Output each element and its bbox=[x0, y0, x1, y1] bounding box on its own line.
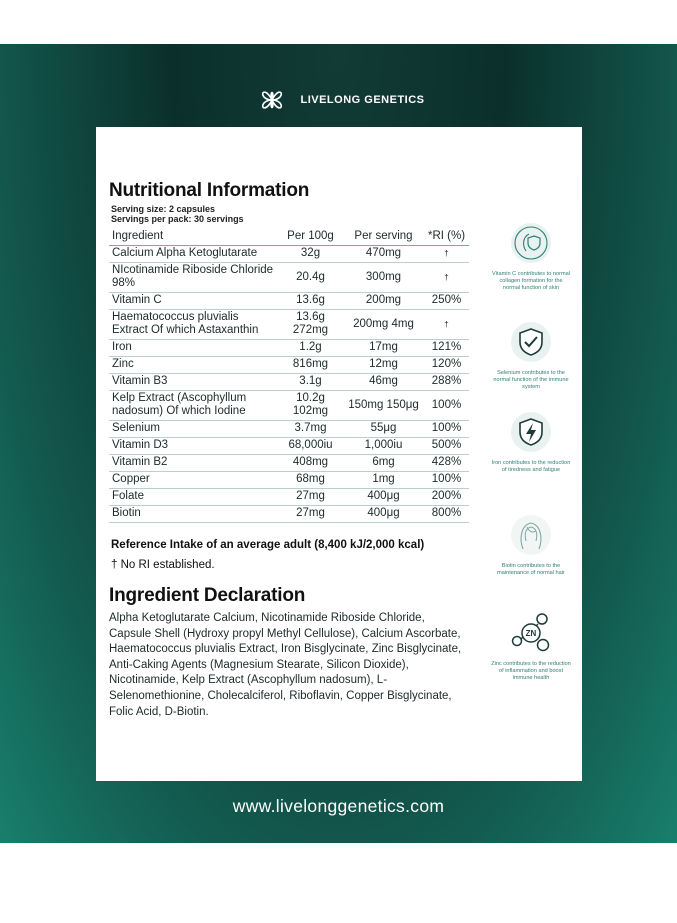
table-row bbox=[109, 437, 469, 454]
per-100g-cell: 10.2g 102mg bbox=[277, 390, 343, 420]
ri-cell: 121% bbox=[423, 339, 469, 356]
header-ingredient: Ingredient bbox=[109, 227, 277, 245]
ri-cell: 200% bbox=[423, 488, 469, 505]
ingredient-cell: Haematococcus pluvialis Extract Of which Astaxanthin bbox=[109, 309, 277, 339]
serving-size: Serving size: 2 capsules bbox=[111, 204, 216, 214]
per-serving-cell: 200mg bbox=[343, 292, 423, 309]
ingredient-cell: Vitamin D3 bbox=[109, 437, 277, 454]
shield-check-icon bbox=[509, 320, 553, 364]
ri-cell: 100% bbox=[423, 471, 469, 488]
brand-name: LIVELONG GENETICS bbox=[300, 94, 425, 106]
table-row bbox=[109, 339, 469, 356]
declaration-text: Alpha Ketoglutarate Calcium, Nicotinamide Riboside Chloride, Capsule Shell (Hydroxy propyl Methyl Cellulose), Calcium Ascorbate, Haematococcus pluvialis Extract, Iron Bisglycinate, Zinc Bisglycinate, Anti-Caking Agents (Magnesium Stearate, Silicon Dioxide), Nicotinamide, Kelp Extract (Ascophyllum nadosum), L-Selenomethionine, Cholecalciferol, Riboflavin, Copper Bisglycinate, Folic Acid, D-Biotin. bbox=[109, 612, 462, 718]
ri-cell: † bbox=[423, 309, 469, 339]
per-100g-cell: 13.6g 272mg bbox=[277, 309, 343, 339]
per-serving-cell: 150mg 150μg bbox=[343, 390, 423, 420]
claim-text: Biotin contributes to the maintenance of normal hair bbox=[497, 563, 565, 576]
per-serving-cell: 400μg bbox=[343, 505, 423, 522]
claim-biotin bbox=[491, 513, 571, 577]
ingredient-cell: Iron bbox=[109, 339, 277, 356]
per-serving-cell: 1mg bbox=[343, 471, 423, 488]
flower-logo-icon bbox=[252, 82, 292, 118]
ri-cell: 800% bbox=[423, 505, 469, 522]
table-row bbox=[109, 309, 469, 339]
table-row bbox=[109, 488, 469, 505]
per-100g-cell: 32g bbox=[277, 245, 343, 262]
energy-bolt-icon bbox=[509, 410, 553, 454]
no-ri-note: † No RI established. bbox=[111, 559, 215, 571]
ingredient-cell: Calcium Alpha Ketoglutarate bbox=[109, 245, 277, 262]
zinc-icon-label: ZN bbox=[525, 629, 537, 638]
per-serving-cell: 46mg bbox=[343, 373, 423, 390]
per-100g-cell: 20.4g bbox=[277, 262, 343, 292]
table-row bbox=[109, 356, 469, 373]
declaration-title: Ingredient Declaration bbox=[109, 585, 306, 606]
ingredient-cell: Zinc bbox=[109, 356, 277, 373]
skin-shield-icon bbox=[509, 221, 553, 265]
per-serving-cell: 6mg bbox=[343, 454, 423, 471]
ri-cell: 500% bbox=[423, 437, 469, 454]
nutrition-table bbox=[109, 227, 469, 523]
ri-cell: † bbox=[423, 245, 469, 262]
ingredient-cell: Vitamin B3 bbox=[109, 373, 277, 390]
per-100g-cell: 68,000iu bbox=[277, 437, 343, 454]
ingredient-cell: Kelp Extract (Ascophyllum nadosum) Of which Iodine bbox=[109, 390, 277, 420]
table-row bbox=[109, 373, 469, 390]
ri-cell: 100% bbox=[423, 390, 469, 420]
ri-cell: 428% bbox=[423, 454, 469, 471]
ingredient-cell: NIcotinamide Riboside Chloride 98% bbox=[109, 262, 277, 292]
header-per-serving: Per serving bbox=[343, 227, 423, 245]
per-100g-cell: 816mg bbox=[277, 356, 343, 373]
claim-vitamin-c bbox=[491, 221, 571, 292]
claim-iron bbox=[491, 410, 571, 474]
claim-text: Zinc contributes to the reduction of inflammation and boost immune health bbox=[491, 661, 571, 681]
ingredient-cell: Copper bbox=[109, 471, 277, 488]
ingredient-cell: Vitamin B2 bbox=[109, 454, 277, 471]
table-row bbox=[109, 262, 469, 292]
nutrition-title: Nutritional Information bbox=[109, 180, 310, 201]
table-header-row bbox=[109, 227, 469, 245]
ri-cell: 250% bbox=[423, 292, 469, 309]
table-row bbox=[109, 390, 469, 420]
per-100g-cell: 68mg bbox=[277, 471, 343, 488]
per-100g-cell: 3.1g bbox=[277, 373, 343, 390]
ri-cell: 100% bbox=[423, 420, 469, 437]
ri-cell: 288% bbox=[423, 373, 469, 390]
per-serving-cell: 470mg bbox=[343, 245, 423, 262]
claim-text: Selenium contributes to the normal function of the immune system bbox=[493, 370, 569, 390]
ingredient-cell: Selenium bbox=[109, 420, 277, 437]
label-card bbox=[96, 127, 582, 781]
per-100g-cell: 27mg bbox=[277, 488, 343, 505]
per-100g-cell: 408mg bbox=[277, 454, 343, 471]
per-serving-cell: 300mg bbox=[343, 262, 423, 292]
per-serving-cell: 400μg bbox=[343, 488, 423, 505]
per-100g-cell: 27mg bbox=[277, 505, 343, 522]
claim-zinc bbox=[491, 611, 571, 682]
per-serving-cell: 17mg bbox=[343, 339, 423, 356]
table-row bbox=[109, 420, 469, 437]
header-per-100g: Per 100g bbox=[277, 227, 343, 245]
per-serving-cell: 200mg 4mg bbox=[343, 309, 423, 339]
table-row bbox=[109, 454, 469, 471]
ingredient-cell: Vitamin C bbox=[109, 292, 277, 309]
ri-cell: 120% bbox=[423, 356, 469, 373]
per-serving-cell: 12mg bbox=[343, 356, 423, 373]
per-serving-cell: 1,000iu bbox=[343, 437, 423, 454]
table-row bbox=[109, 245, 469, 262]
ri-cell: † bbox=[423, 262, 469, 292]
reference-intake: Reference Intake of an average adult (8,400 kJ/2,000 kcal) bbox=[111, 539, 425, 551]
claim-text: Vitamin C contributes to normal collagen formation for the normal function of skin bbox=[492, 271, 570, 291]
nutrition-table-body bbox=[109, 245, 469, 522]
per-serving-cell: 55μg bbox=[343, 420, 423, 437]
per-100g-cell: 13.6g bbox=[277, 292, 343, 309]
table-row bbox=[109, 471, 469, 488]
table-row bbox=[109, 505, 469, 522]
claim-text: Iron contributes to the reduction of tiredness and fatigue bbox=[491, 460, 571, 473]
ingredient-cell: Biotin bbox=[109, 505, 277, 522]
zinc-molecule-icon bbox=[509, 611, 553, 655]
claim-selenium bbox=[491, 320, 571, 391]
ingredient-cell: Folate bbox=[109, 488, 277, 505]
table-row bbox=[109, 292, 469, 309]
per-100g-cell: 1.2g bbox=[277, 339, 343, 356]
per-100g-cell: 3.7mg bbox=[277, 420, 343, 437]
hair-head-icon bbox=[509, 513, 553, 557]
header-ri: *RI (%) bbox=[423, 227, 469, 245]
website-url: www.livelonggenetics.com bbox=[232, 796, 445, 816]
brand-header bbox=[0, 82, 677, 118]
servings-per-pack: Servings per pack: 30 servings bbox=[111, 214, 244, 224]
